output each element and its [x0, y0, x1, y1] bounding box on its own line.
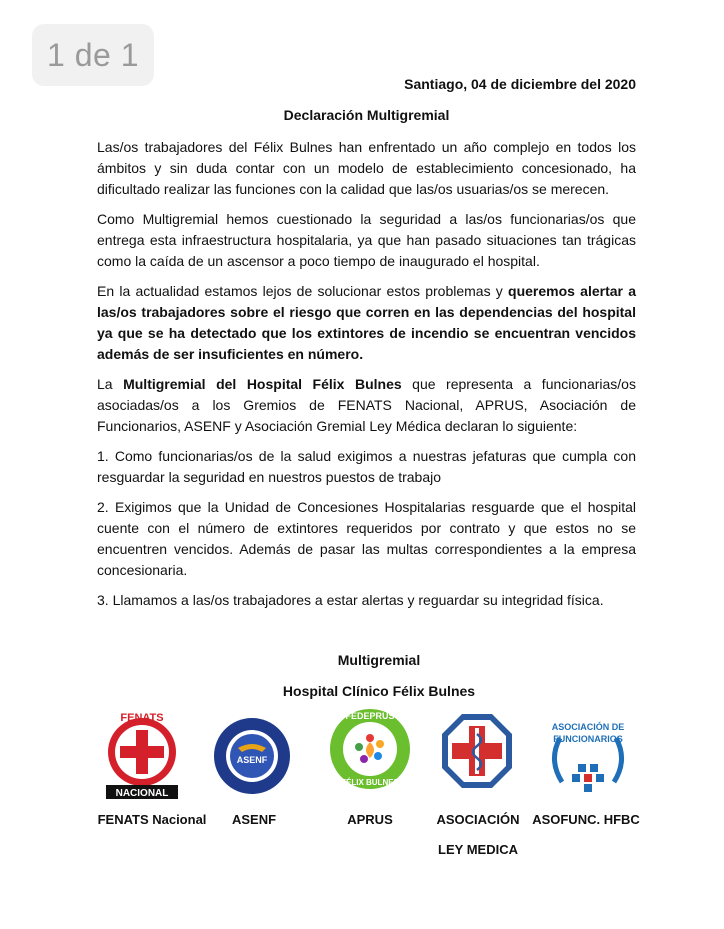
asofunc-logo-line1: ASOCIACIÓN DE: [551, 722, 625, 732]
paragraph-4-text: que representa a funcionarias/os asociadas/os a los Gremios de FENATS Nacional, APRUS, Asociación de Funcionarios, ASENF y Asociación Gremial Ley Médica declaran lo siguiente:: [97, 376, 636, 434]
asofunc-logo: [544, 712, 632, 807]
ley-medica-logo-icon: [440, 712, 514, 798]
aprus-label: APRUS: [347, 812, 393, 827]
footer-title: Multigremial: [337, 652, 421, 668]
logo-row: [0, 712, 724, 807]
page-indicator: 1 de 1: [32, 24, 154, 86]
fedeprus-logo: [328, 712, 412, 797]
fenats-logo: [104, 712, 180, 807]
asenf-logo-icon: [212, 716, 292, 796]
paragraph-3-bold-text: queremos alertar a las/os trabajadores sobre el riesgo que corren en las dependencias del hospital ya que se ha detectado que los extintores de incendio se encuentran vencidos además de ser insuficientes en número.: [97, 283, 636, 362]
paragraph-4: [97, 374, 636, 437]
asenf-logo: [212, 712, 292, 801]
asofunc-logo-line2: FUNCIONARIOS: [553, 734, 623, 744]
fenats-logo-icon: [104, 712, 180, 802]
fenats-logo-subtitle: NACIONAL: [115, 788, 169, 799]
paragraph-4-lead: La: [97, 376, 124, 392]
document-date: Santiago, 04 de diciembre del 2020: [404, 76, 636, 92]
list-item-1: 1. Como funcionarias/os de la salud exigimos a nuestras jefaturas que cumpla con resguardar la seguridad en nuestros puestos de trabajo: [97, 448, 636, 485]
paragraph-4-bold-text: Multigremial del Hospital Félix Bulnes: [123, 376, 402, 392]
ley-medica-logo: [440, 712, 514, 803]
list-item-3: 3. Llamamos a las/os trabajadores a estar alertas y reguardar su integridad física.: [97, 592, 604, 608]
paragraph-3: [97, 281, 636, 365]
asofunc-logo-icon: [544, 712, 632, 802]
list-item-2: 2. Exigimos que la Unidad de Concesiones Hospitalarias resguarde que el hospital cuente con el número de extintores requeridos por contrato y que estos no se encuentren vencidos. Además de pasar las multas correspondientes a la empresa concesionaria.: [97, 499, 636, 578]
ley-medica-label-line2: LEY MEDICA: [438, 842, 518, 857]
ley-medica-label-line1: ASOCIACIÓN: [436, 812, 520, 827]
footer-subtitle: Hospital Clínico Félix Bulnes: [282, 683, 476, 699]
fenats-label: FENATS Nacional: [97, 812, 207, 827]
asenf-label: ASENF: [231, 812, 277, 827]
asofunc-label: ASOFUNC. HFBC: [532, 812, 640, 827]
fenats-logo-title: FENATS: [120, 712, 164, 724]
fedeprus-logo-title: FEDEPRUS: [345, 711, 395, 721]
asenf-logo-text: ASENF: [236, 755, 268, 765]
fedeprus-logo-subtitle: FÉLIX BULNES: [341, 778, 399, 787]
paragraph-3-text: En la actualidad estamos lejos de solucionar estos problemas y: [97, 283, 509, 299]
paragraph-1: Las/os trabajadores del Félix Bulnes han enfrentado un año complejo en todos los ámbitos y sin duda contar con un modelo de establecimiento concesionado, ha dificultado realizar las funciones con la calidad que las/os usuarias/os se merecen.: [97, 139, 636, 197]
paragraph-2: Como Multigremial hemos cuestionado la seguridad a las/os funcionarias/os que entrega esta infraestructura hospitalaria, ya que han pasado situaciones tan trágicas como la caída de un ascensor a poco tiempo de inaugurado el hospital.: [97, 211, 636, 269]
document-heading: Declaración Multigremial: [283, 107, 450, 123]
fedeprus-logo-icon: [328, 706, 412, 792]
